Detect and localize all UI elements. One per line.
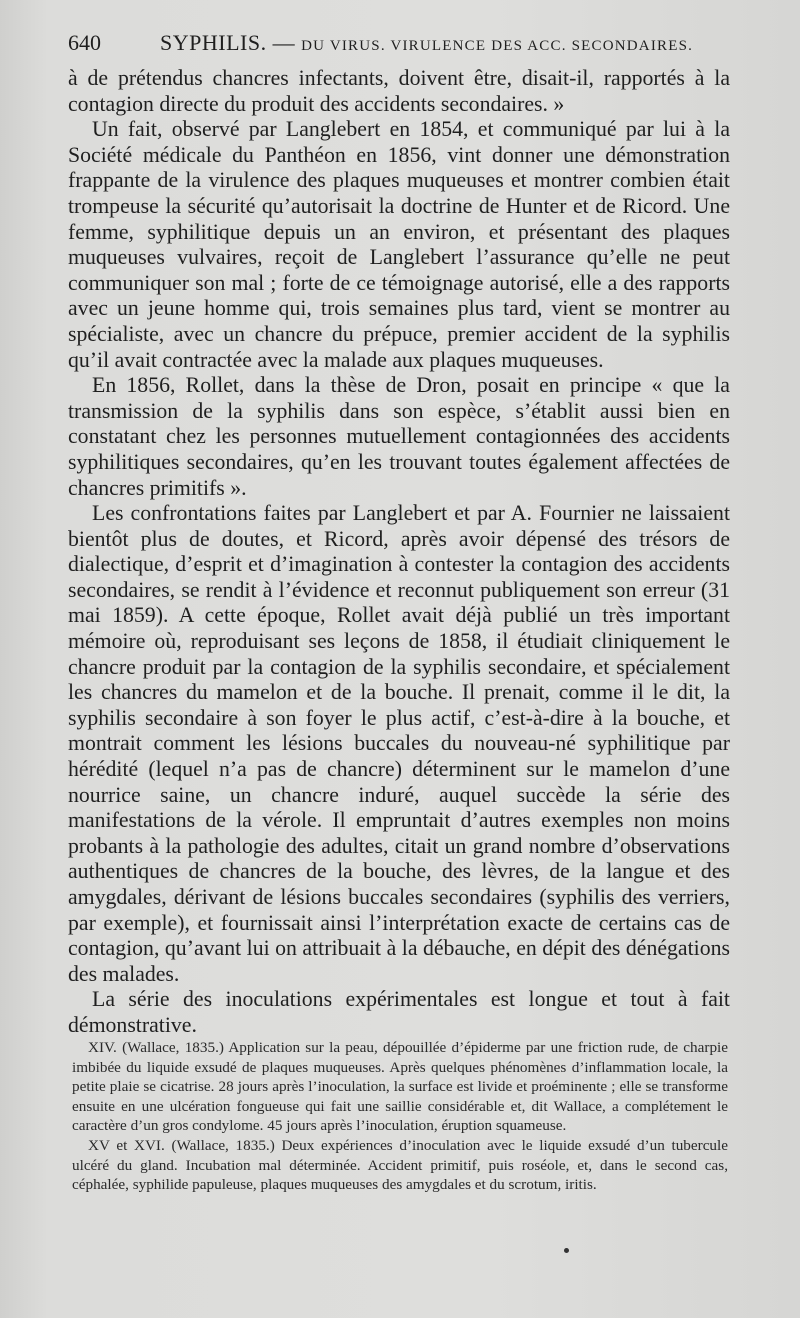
ink-speck: [564, 1248, 569, 1253]
running-head-sub: DU VIRUS. VIRULENCE DES ACC. SECONDAIRES.: [301, 38, 694, 54]
paragraph: La série des inoculations expérimentales est longue et tout à fait démonstrative.: [68, 987, 730, 1037]
page-number: 640: [68, 30, 101, 55]
footnotes: [72, 1038, 728, 1195]
paragraph: Un fait, observé par Langlebert en 1854, et communiqué par lui à la Société médicale du Panthéon en 1856, vint donner une démonstration frappante de la virulence des plaques muqueuses et montrer combien était trompeuse la sécurité qu’autorisait la doctrine de Hunter et de Ricord. Une femme, syphilitique depuis un an environ, et présentant des plaques muqueuses vulvaires, reçoit de Langlebert l’assurance qu’elle ne peut communiquer son mal ; forte de ce témoignage autorisé, elle a des rapports avec un jeune homme qui, trois semaines plus tard, vient se montrer au spécialiste, avec un chancre du prépuce, premier accident de la syphilis qu’il avait contractée avec la malade aux plaques muqueuses.: [68, 117, 730, 372]
main-text: [68, 66, 730, 1039]
paragraph: Les confrontations faites par Langlebert et par A. Fournier ne laissaient bientôt plus de doutes, et Ricord, après avoir dépensé des trésors de dialectique, d’esprit et d’imagination à contester la contagion des accidents secondaires, se rendit à l’évidence et reconnut publiquement son erreur (31 mai 1859). A cette époque, Rollet avait déjà publié un très important mémoire où, reproduisant ses leçons de 1858, il étudiait cliniquement le chancre produit par la contagion de la syphilis secondaire, et spécialement les chancres du mamelon et de la bouche. Il prenait, comme il le dit, la syphilis secondaire à son foyer le plus actif, c’est-à-dire à la bouche, et montrait comment les lésions buccales du nouveau-né syphilitique par hérédité (lequel n’a pas de chancre) déterminent sur le mamelon d’une nourrice saine, un chancre induré, auquel succède la série des manifestations de la vérole. Il empruntait d’autres exemples non moins probants à la pathologie des adultes, citait un grand nombre d’observations authentiques de chancres de la bouche, des lèvres, de la langue et des amygdales, dérivant de lésions buccales secondaires (syphilis des verriers, par exemple), et fournissait ainsi l’interprétation exacte de certains cas de contagion, qu’avant lui on attribuait à la débauche, en dépit des dénégations des malades.: [68, 501, 730, 986]
running-head: [160, 30, 693, 56]
footnote: XV et XVI. (Wallace, 1835.) Deux expériences d’inoculation avec le liquide exsudé d’un tubercule ulcéré du gland. Incubation mal déterminée. Accident primitif, puis roséole, et, dans le second cas, céphalée, syphilide papuleuse, plaques muqueuses des amygdales et du scrotum, iritis.: [72, 1136, 728, 1194]
footnote: XIV. (Wallace, 1835.) Application sur la peau, dépouillée d’épiderme par une friction rude, de charpie imbibée du liquide exsudé de plaques muqueuses. Après quelques phénomènes d’inflammation locale, la petite plaie se cicatrise. 28 jours après l’inoculation, la surface est livide et proéminente ; elle se transforme ensuite en une ulcération fongueuse qui fait une saillie considérable et, dit Wallace, a complétement le caractère d’un gros condylome. 45 jours après l’inoculation, éruption squameuse.: [72, 1039, 728, 1135]
paragraph: à de prétendus chancres infectants, doivent être, disait-il, rapportés à la contagion directe du produit des accidents secondaires. »: [68, 66, 730, 116]
paragraph: En 1856, Rollet, dans la thèse de Dron, posait en principe « que la transmission de la syphilis dans son espèce, s’établit aussi bien en constatant chez les personnes mutuellement contagionnées des accidents syphilitiques secondaires, qu’en les trouvant toutes également affectées de chancres primitifs ».: [68, 373, 730, 500]
running-head-main: SYPHILIS. —: [160, 30, 302, 55]
page-header: [68, 30, 728, 60]
